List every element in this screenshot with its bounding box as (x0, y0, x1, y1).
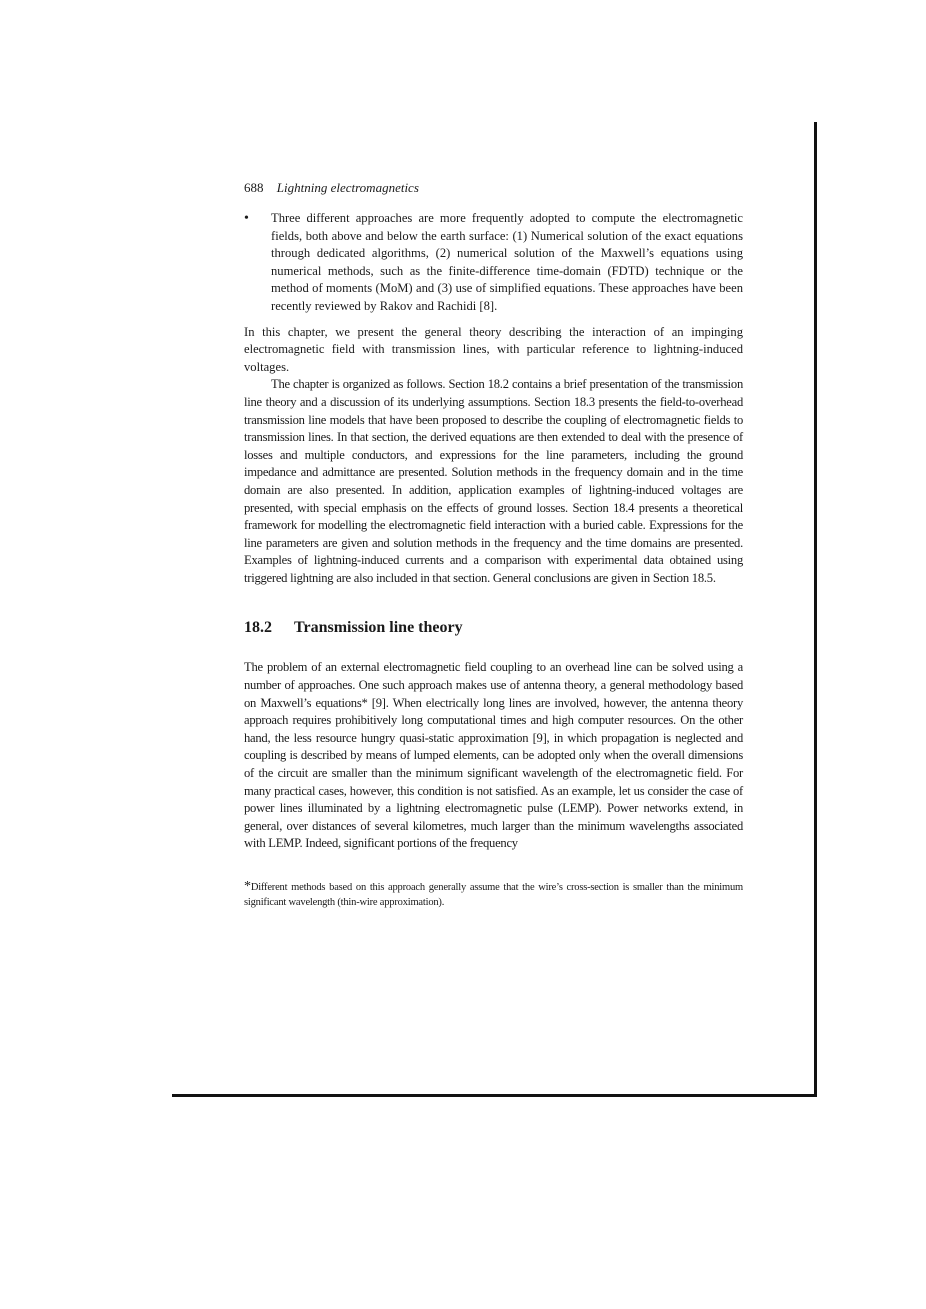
section-body-paragraph: The problem of an external electromagnetic field coupling to an overhead line can be solved using a number of approaches. One such approach makes use of antenna theory, a general methodology based on Maxwell’s equations* [9]. When electrically long lines are involved, however, the antenna theory approach requires prohibitively long computational times and high computer resources. On the other hand, the less resource hungry quasi-static approximation [9], in which propagation is neglected and coupling is described by means of lumped elements, can be adopted only when the overall dimensions of the circuit are smaller than the minimum significant wavelength of the electromagnetic field. For many practical cases, however, this condition is not satisfied. As an example, let us consider the case of power lines illuminated by a lightning electromagnetic pulse (LEMP). Power networks extend, in general, over distances of several kilometres, much larger than the minimum wavelengths associated with LEMP. Indeed, significant portions of the frequency (244, 660, 743, 851)
paragraph-chapter-scope: In this chapter, we present the general theory describing the interaction of an impinging electromagnetic field with transmission lines, with particular reference to lightning-induced voltages. (244, 324, 743, 374)
list-item (244, 210, 743, 316)
bullet-list (244, 210, 743, 316)
section-heading (244, 617, 743, 639)
bullet-text: Three different approaches are more frequently adopted to compute the electromagnetic fields, both above and below the earth surface: (1) Numerical solution of the exact equations through dedicated algorithms, (2) numerical solution of the Maxwell’s equations using numerical methods, such as the finite-difference time-domain (FDTD) technique or the method of moments (MoM) and (3) use of simplified equations. These approaches have been recently reviewed by Rakov and Rachidi [8]. (271, 211, 743, 313)
running-header (244, 178, 743, 198)
paragraph-chapter-organization: The chapter is organized as follows. Section 18.2 contains a brief presentation of the transmission line theory and a discussion of its underlying assumptions. Section 18.3 presents the field-to-overhead transmission line models that have been proposed to describe the coupling of electromagnetic fields to transmission lines. In that section, the derived equations are then extended to deal with the presence of losses and multiple conductors, and expressions for the line parameters, including the ground impedance and admittance are presented. Solution methods in the frequency domain and in the time domain are also presented. In addition, application examples of lightning-induced voltages are presented, with special emphasis on the effects of ground losses. Section 18.4 presents a theoretical framework for modelling the electromagnetic field interaction with a buried cable. Expressions for the line parameters are given and solution methods in the frequency and the time domains are presented. Examples of lightning-induced currents and a comparison with experimental data obtained using triggered lightning are also included in that section. General conclusions are given in Section 18.5. (244, 377, 743, 585)
bullet-marker: • (244, 211, 249, 226)
scan-frame-right-border (814, 122, 817, 1097)
footnote (244, 879, 743, 910)
page-number: 688 (244, 180, 264, 195)
section-number: 18.2 (244, 619, 272, 637)
section-title: Transmission line theory (294, 619, 463, 637)
running-title: Lightning electromagnetics (276, 180, 419, 195)
footnote-text: Different methods based on this approach generally assume that the wire’s cross-section is smaller than the minimum significant wavelength (thin-wire approximation). (244, 882, 743, 908)
book-page (244, 178, 743, 910)
footnote-marker: * (244, 879, 251, 894)
scan-frame-bottom-border (172, 1094, 817, 1097)
